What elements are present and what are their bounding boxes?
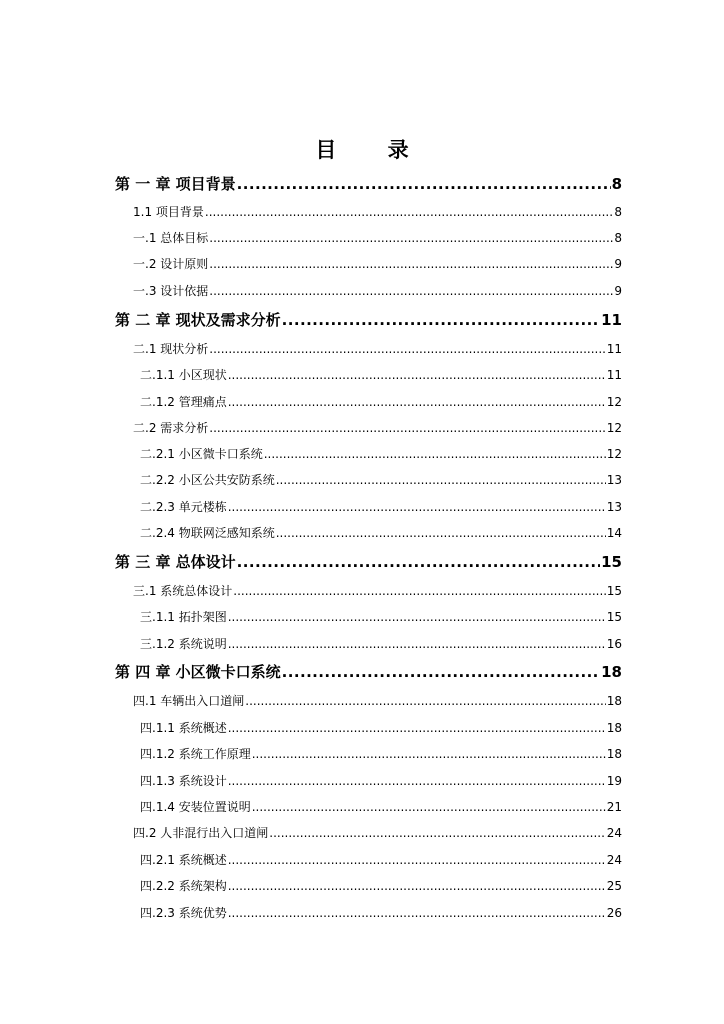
toc-page-number: 8 — [614, 231, 622, 245]
toc-page-number: 14 — [606, 526, 622, 540]
toc-entry-label: 四.1.1 系统概述 — [140, 721, 227, 735]
toc-entry-label: 二.1.1 小区现状 — [140, 368, 227, 382]
toc-entry-label: 三.1.2 系统说明 — [140, 637, 227, 651]
toc-leader — [237, 175, 611, 193]
toc-entry-label: 四.2.1 系统概述 — [140, 853, 227, 867]
toc-page-number: 8 — [611, 175, 622, 193]
toc-entry[interactable] — [133, 229, 622, 246]
toc-leader — [264, 447, 606, 461]
toc-page-number: 18 — [606, 721, 622, 735]
toc-entry-label: 1.1 项目背景 — [133, 205, 204, 219]
toc-entry[interactable] — [133, 692, 622, 709]
toc-page-number: 26 — [606, 906, 622, 920]
toc-leader — [228, 500, 606, 514]
toc-entry[interactable] — [140, 851, 622, 868]
toc-page-number: 12 — [606, 447, 622, 461]
toc-entry[interactable] — [140, 904, 622, 921]
toc-entry-label: 二.2.1 小区微卡口系统 — [140, 447, 263, 461]
toc-entry-label: 三.1.1 拓扑架图 — [140, 610, 227, 624]
toc-leader — [209, 342, 605, 356]
toc-page-number: 12 — [606, 395, 622, 409]
toc-entry-label: 四.1 车辆出入口道闸 — [133, 694, 245, 708]
toc-leader — [276, 473, 606, 487]
toc-leader — [282, 663, 600, 681]
toc-leader — [228, 906, 606, 920]
toc-leader — [269, 826, 605, 840]
toc-leader — [228, 395, 606, 409]
toc-leader — [228, 637, 606, 651]
toc-page-number: 8 — [614, 205, 622, 219]
toc-entry-label: 二.2.2 小区公共安防系统 — [140, 473, 275, 487]
toc-entry[interactable] — [133, 824, 622, 841]
toc-entry-label: 四.1.3 系统设计 — [140, 774, 227, 788]
toc-entry[interactable] — [140, 445, 622, 462]
toc-entry-label: 四.1.4 安装位置说明 — [140, 800, 251, 814]
toc-leader — [205, 205, 613, 219]
toc-entry-label: 二.1 现状分析 — [133, 342, 209, 356]
toc-entry[interactable] — [140, 471, 622, 488]
toc-page-number: 9 — [614, 284, 622, 298]
toc-entry[interactable] — [133, 282, 622, 299]
toc-entry-label: 第 三 章 总体设计 — [115, 553, 236, 571]
toc-page-number: 15 — [606, 610, 622, 624]
toc-leader — [209, 231, 613, 245]
toc-page-number: 15 — [606, 584, 622, 598]
toc-entry[interactable] — [140, 798, 622, 815]
toc-entry[interactable] — [115, 661, 622, 682]
toc-entry[interactable] — [140, 498, 622, 515]
toc-entry-label: 一.1 总体目标 — [133, 231, 209, 245]
toc-entry[interactable] — [140, 635, 622, 652]
toc-entry-label: 四.2.3 系统优势 — [140, 906, 227, 920]
toc-entry-label: 四.1.2 系统工作原理 — [140, 747, 251, 761]
toc-page-number: 21 — [606, 800, 622, 814]
toc-entry-label: 一.2 设计原则 — [133, 257, 209, 271]
toc-entry[interactable] — [133, 255, 622, 272]
toc-leader — [282, 311, 600, 329]
toc-entry[interactable] — [140, 745, 622, 762]
toc-page-number: 18 — [606, 694, 622, 708]
toc-entry[interactable] — [140, 393, 622, 410]
toc-page-number: 13 — [606, 500, 622, 514]
toc-entry-label: 二.1.2 管理痛点 — [140, 395, 227, 409]
toc-leader — [228, 774, 606, 788]
toc-page-number: 11 — [606, 342, 622, 356]
toc-leader — [252, 800, 606, 814]
toc-page-number: 9 — [614, 257, 622, 271]
toc-entry[interactable] — [133, 582, 622, 599]
toc-leader — [209, 284, 613, 298]
toc-leader — [228, 368, 606, 382]
toc-entry[interactable] — [133, 419, 622, 436]
toc-entry[interactable] — [115, 173, 622, 194]
toc-page-number: 19 — [606, 774, 622, 788]
toc-entry[interactable] — [140, 877, 622, 894]
toc-entry-label: 第 四 章 小区微卡口系统 — [115, 663, 281, 681]
toc-entry-label: 四.2 人非混行出入口道闸 — [133, 826, 269, 840]
toc-leader — [233, 584, 605, 598]
toc-title: 目 录 — [315, 138, 431, 162]
toc-entry-label: 三.1 系统总体设计 — [133, 584, 233, 598]
toc-page-number: 16 — [606, 637, 622, 651]
toc-entry[interactable] — [133, 340, 622, 357]
toc-leader — [209, 257, 613, 271]
toc-page-number: 12 — [606, 421, 622, 435]
toc-entry-label: 一.3 设计依据 — [133, 284, 209, 298]
toc-entry-label: 第 一 章 项目背景 — [115, 175, 236, 193]
toc-page-number: 11 — [606, 368, 622, 382]
toc-leader — [245, 694, 605, 708]
toc-entry[interactable] — [140, 366, 622, 383]
toc-leader — [228, 721, 606, 735]
toc-entry[interactable] — [140, 772, 622, 789]
toc-page-number: 18 — [606, 747, 622, 761]
toc-leader — [237, 553, 600, 571]
toc-leader — [228, 610, 606, 624]
toc-entry[interactable] — [140, 524, 622, 541]
toc-page-number: 15 — [601, 553, 622, 571]
toc-entry[interactable] — [133, 203, 622, 220]
toc-leader — [228, 879, 606, 893]
toc-page-number: 24 — [606, 853, 622, 867]
toc-leader — [252, 747, 606, 761]
toc-entry-label: 二.2 需求分析 — [133, 421, 209, 435]
toc-entry[interactable] — [115, 309, 622, 330]
toc-entry-label: 二.2.3 单元楼栋 — [140, 500, 227, 514]
toc-page-number: 24 — [606, 826, 622, 840]
toc-entry-label: 四.2.2 系统架构 — [140, 879, 227, 893]
toc-entry[interactable] — [140, 719, 622, 736]
toc-entry-label: 二.2.4 物联网泛感知系统 — [140, 526, 275, 540]
toc-leader — [228, 853, 606, 867]
toc-page-number: 13 — [606, 473, 622, 487]
toc-page-number: 25 — [606, 879, 622, 893]
toc-entry[interactable] — [140, 608, 622, 625]
toc-leader — [276, 526, 606, 540]
toc-entry[interactable] — [115, 551, 622, 572]
toc-page-number: 11 — [601, 311, 622, 329]
toc-page-number: 18 — [601, 663, 622, 681]
toc-entry-label: 第 二 章 现状及需求分析 — [115, 311, 281, 329]
toc-leader — [209, 421, 605, 435]
